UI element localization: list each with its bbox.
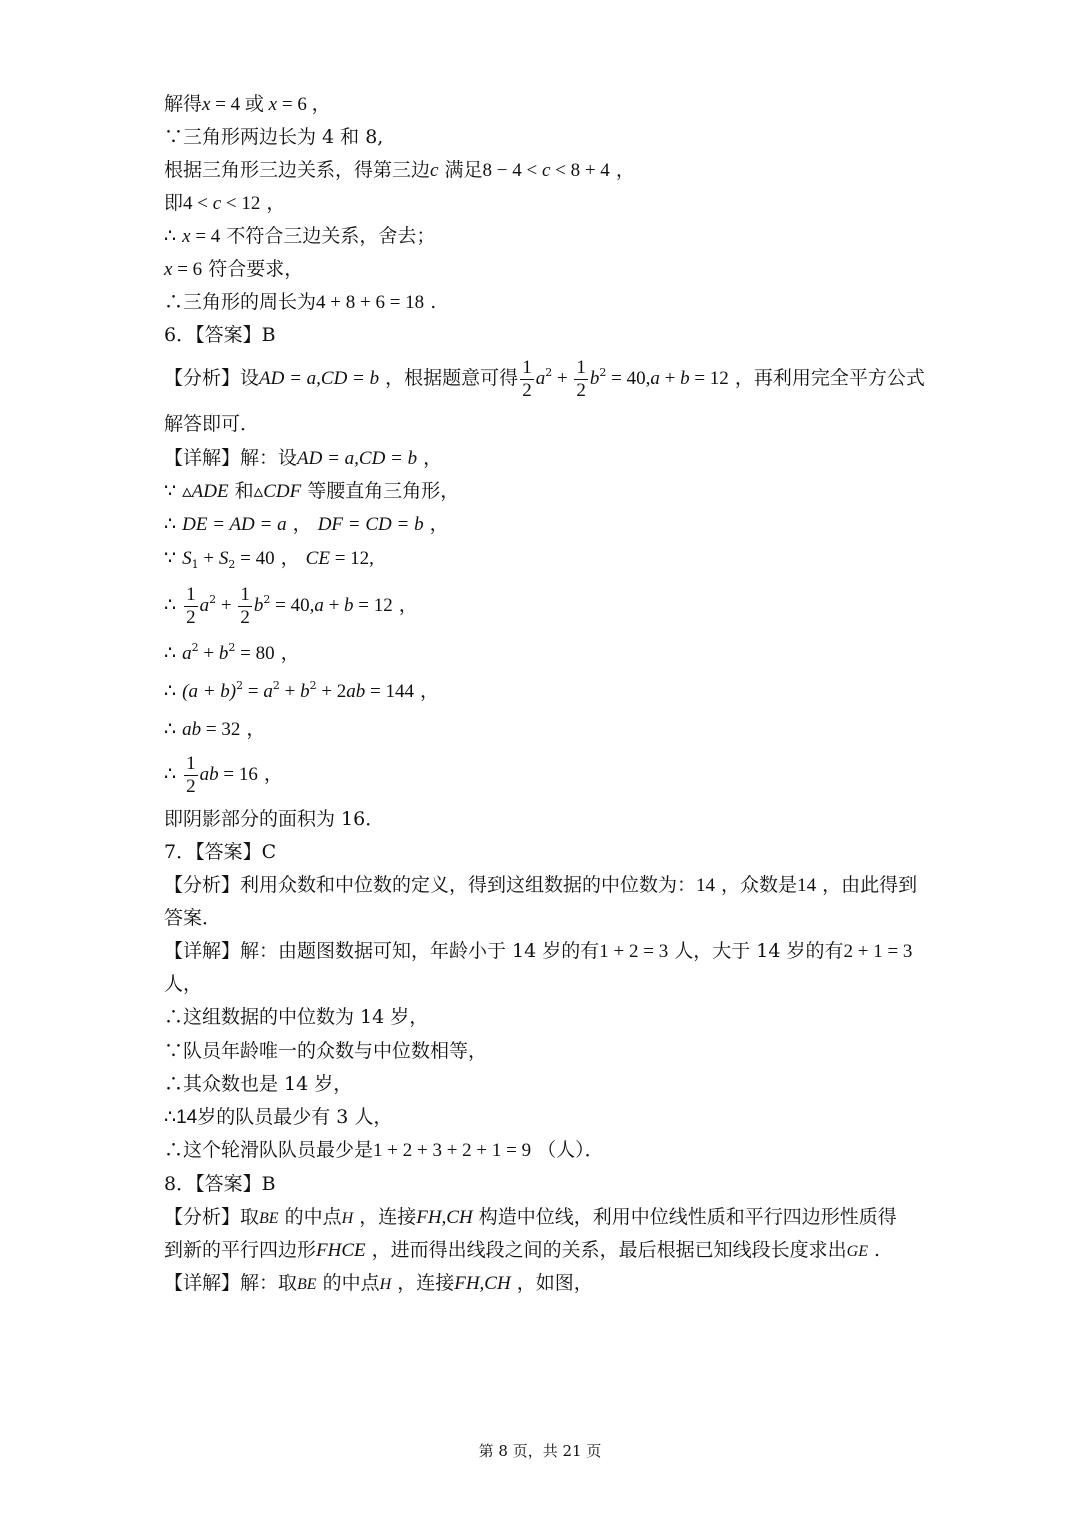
text-line: 根据三角形三边关系，得第三边c 满足8 − 4 < c < 8 + 4 ，: [164, 159, 635, 181]
text-line: ∵ $S_1 + S_2 = 40$ ， CE = 12,: [164, 547, 374, 571]
text-line: ∴14岁的队员最少有 3 人，: [164, 1106, 393, 1128]
text-line: 人，: [164, 973, 203, 995]
text-line: 【详解】解：由题图数据可知，年龄小于 14 岁的有1 + 2 = 3 人，大于 14 岁的有2 + 1 = 3: [164, 940, 913, 962]
fraction-half: $\frac{1}{2}$: [240, 583, 250, 628]
text-line: ∵ ▵ADE 和▵CDF 等腰直角三角形，: [164, 480, 460, 502]
text-line: ∴这组数据的中位数为 14 岁，: [164, 1006, 429, 1028]
answer-heading: 7．【答案】C: [164, 841, 277, 863]
text-line: 即阴影部分的面积为 16．: [164, 808, 385, 830]
text-line: 到新的平行四边形FHCE ，进而得出线段之间的关系，最后根据已知线段长度求出GE .: [164, 1239, 881, 1261]
text-line: x = 6 符合要求，: [164, 258, 304, 280]
text-line: ∵队员年龄唯一的众数与中位数相等，: [164, 1040, 488, 1062]
text-line: 解答即可．: [164, 413, 260, 435]
fraction-half: $\frac{1}{2}$: [186, 752, 196, 797]
text-line: ∴ ab = 32 ，: [164, 718, 266, 740]
text-line: 【详解】解：取BE 的中点H ，连接FH,CH ，如图，: [164, 1272, 593, 1294]
text-line: 【分析】利用众数和中位数的定义，得到这组数据的中位数为：14 ，众数是14 ，由此得到: [164, 874, 918, 896]
fraction-half: $\frac{1}{2}$: [576, 356, 586, 401]
answer-heading: 6．【答案】B: [164, 324, 276, 346]
text-line: 【分析】取BE 的中点H ，连接FH,CH 构造中位线，利用中位线性质和平行四边形性质得: [164, 1206, 897, 1228]
text-line: ∵三角形两边长为 4 和 8,: [164, 126, 384, 148]
text-line: ∴ x = 4 不符合三边关系，舍去；: [164, 225, 436, 247]
page-footer: 第 8 页，共 21 页: [478, 1442, 602, 1460]
answer-heading: 8．【答案】B: [164, 1173, 276, 1195]
text-line: ∴ DE = AD = a ， DF = CD = b ，: [164, 513, 449, 535]
text-line: 答案．: [164, 907, 222, 929]
text-line: 【详解】解：设AD = a,CD = b ，: [164, 447, 443, 469]
text-line: ∴三角形的周长为4 + 8 + 6 = 18 .: [164, 291, 437, 313]
fraction-half: $\frac{1}{2}$: [186, 583, 196, 628]
text-line: ∴这个轮滑队队员最少是1 + 2 + 3 + 2 + 1 = 9 （人）．: [164, 1139, 604, 1161]
text-line: ∴ $\frac{1}{2}$ ab = 16 ，: [164, 752, 283, 797]
text-line: ∴其众数也是 14 岁，: [164, 1073, 353, 1095]
fraction-half: $\frac{1}{2}$: [522, 356, 532, 401]
text-line: 【分析】设AD = a,CD = b ，根据题意可得 $\frac{1}{2}$ $a^2$ + $\frac{1}{2}$ $b^2 = 40,a + b = 12$ ，再利用完全平方公式: [164, 356, 925, 401]
text-line: ∴ $a^2 + b^2 = 80$ ，: [164, 641, 300, 664]
text-line: ∴ $\frac{1}{2}$ $a^2$ + $\frac{1}{2}$ $b^2 = 40,a + b = 12$ ，: [164, 583, 418, 628]
text-line: ∴ $(a + b)^2 = a^2 + b^2 + 2ab = 144$ ，: [164, 679, 440, 702]
text-line: 解得x = 4 或 x = 6 ，: [164, 93, 331, 115]
text-line: 即4 < c < 12 ，: [164, 192, 286, 214]
